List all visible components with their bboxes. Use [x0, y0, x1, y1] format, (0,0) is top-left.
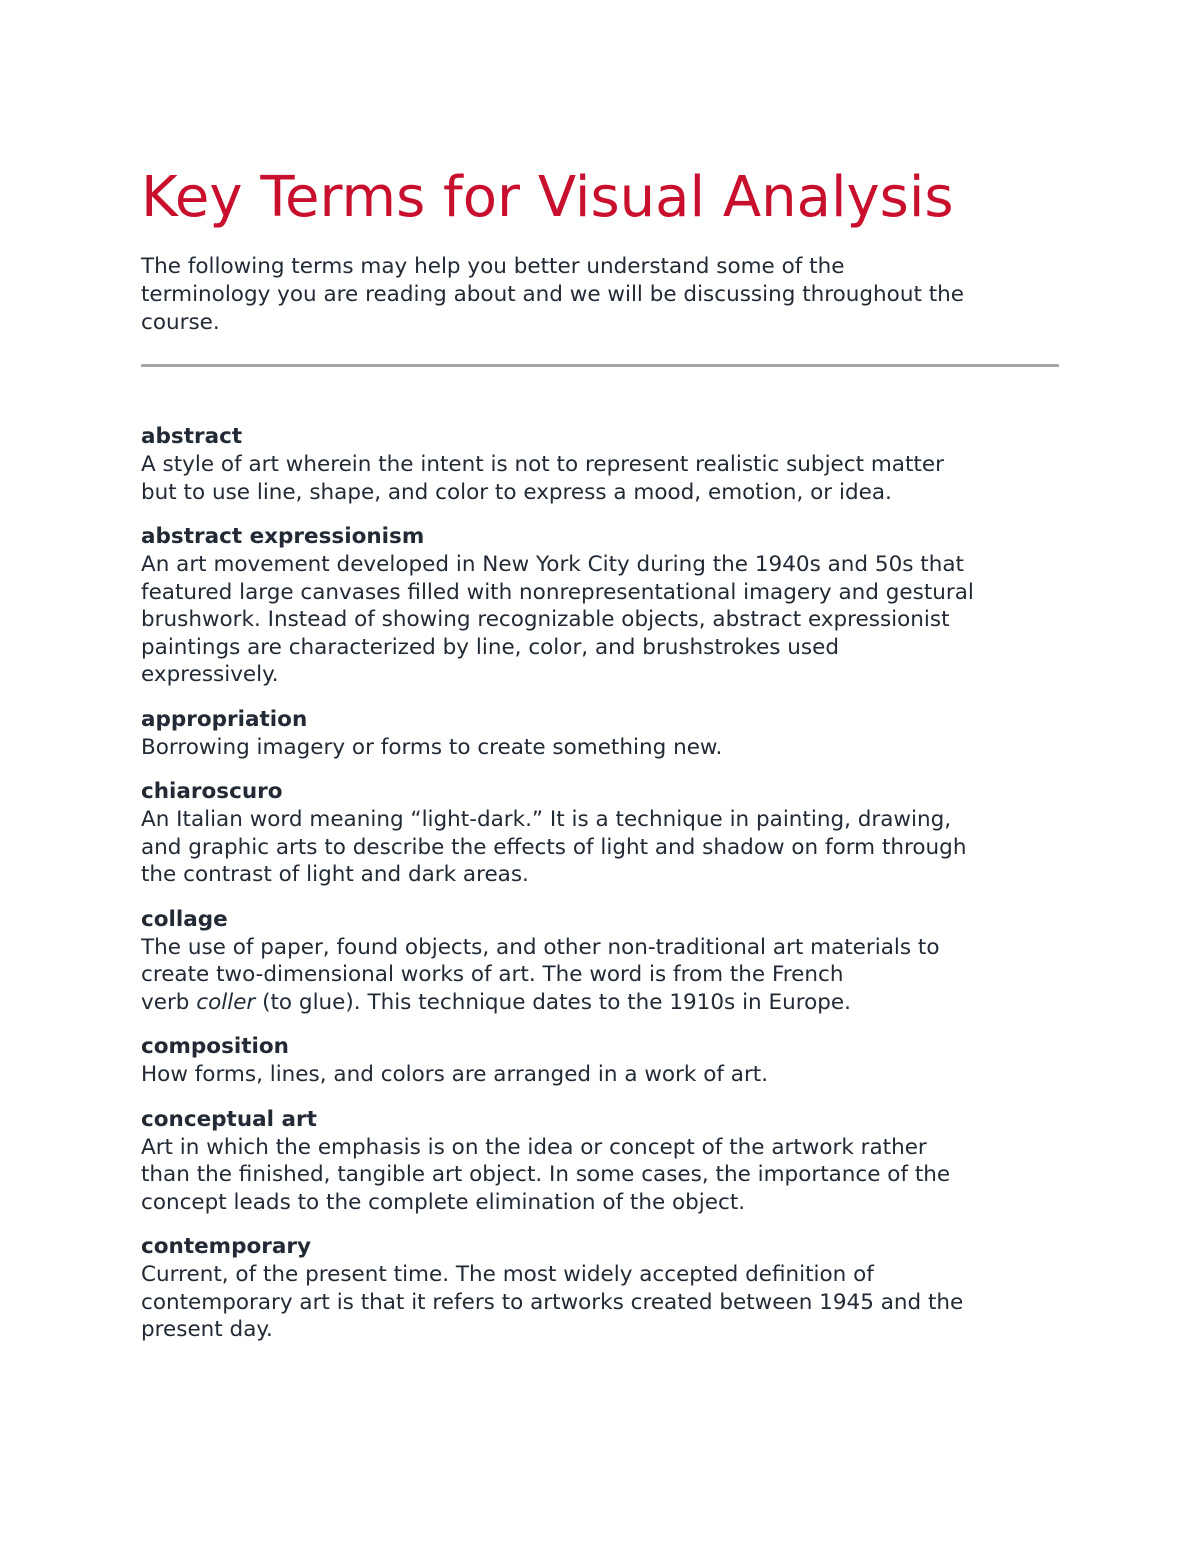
definition-line: than the finished, tangible art object. In some cases, the importance of the [141, 1162, 951, 1187]
definition-line: featured large canvases filled with nonrepresentational imagery and gestural [141, 579, 974, 605]
definition-line: concept leads to the complete elimination of the object. [141, 1189, 746, 1215]
term-definition [141, 1261, 1059, 1344]
term-definition [141, 1134, 1059, 1217]
term-heading: composition [141, 1034, 289, 1059]
intro-line: course. [141, 310, 220, 335]
definition-line: An art movement developed in New York City during the 1940s and 50s that [141, 552, 964, 577]
glossary-entry-contemporary [141, 1233, 1059, 1344]
italic-word: coller [196, 989, 256, 1015]
term-heading: abstract expressionism [141, 524, 425, 549]
term-heading: conceptual art [141, 1106, 317, 1132]
glossary-entry-composition [141, 1033, 1059, 1089]
definition-line: Borrowing imagery or forms to create something new. [141, 734, 723, 760]
definition-line: Art in which the emphasis is on the idea or concept of the artwork rather [141, 1134, 927, 1160]
definition-line: but to use line, shape, and color to express a mood, emotion, or idea. [141, 479, 892, 505]
term-heading: collage [141, 906, 228, 932]
definition-line: brushwork. Instead of showing recognizable objects, abstract expressionist [141, 607, 950, 632]
definition-line: create two-dimensional works of art. The word is from the French [141, 962, 844, 987]
page-title: Key Terms for Visual Analysis [141, 165, 954, 230]
definition-line: contemporary art is that it refers to artworks created between 1945 and the [141, 1289, 964, 1315]
glossary-entry-chiaroscuro [141, 778, 1059, 889]
definition-line: and graphic arts to describe the effects of light and shadow on form through [141, 834, 967, 860]
definition-line: Current, of the present time. The most widely accepted definition of [141, 1262, 874, 1287]
definition-line: A style of art wherein the intent is not to represent realistic subject matter [141, 452, 944, 477]
intro-line: The following terms may help you better understand some of the [141, 254, 845, 279]
glossary-entry-conceptual-art [141, 1106, 1059, 1217]
definition-line: present day. [141, 1317, 273, 1342]
term-definition [141, 551, 1059, 689]
definition-line: expressively. [141, 662, 279, 687]
glossary-entry-collage [141, 906, 1059, 1017]
term-definition [141, 1061, 1059, 1089]
definition-line-suffix: (to glue). This technique dates to the 1910s in Europe. [255, 989, 851, 1015]
definition-line: The use of paper, found objects, and other non-traditional art materials to [141, 934, 940, 960]
intro-line: terminology you are reading about and we will be discussing throughout the [141, 282, 964, 307]
definition-line-prefix: verb [141, 989, 197, 1015]
glossary-entry-abstract [141, 423, 1059, 506]
term-heading: abstract [141, 424, 243, 449]
term-definition [141, 806, 1059, 889]
glossary-entry-abstract-expressionism [141, 523, 1059, 689]
term-heading: appropriation [141, 706, 308, 732]
term-heading: chiaroscuro [141, 779, 283, 804]
term-definition [141, 934, 1059, 1017]
intro-paragraph [141, 253, 1059, 337]
term-definition [141, 451, 1059, 506]
glossary-list [141, 423, 1059, 1361]
definition-line: How forms, lines, and colors are arranged in a work of art. [141, 1062, 769, 1087]
term-heading: contemporary [141, 1234, 311, 1259]
definition-line: An Italian word meaning “light-dark.” It is a technique in painting, drawing, [141, 807, 952, 832]
glossary-entry-appropriation [141, 706, 1059, 762]
definition-line: the contrast of light and dark areas. [141, 862, 529, 887]
term-definition [141, 734, 1059, 762]
definition-line: paintings are characterized by line, color, and brushstrokes used [141, 634, 839, 660]
horizontal-divider [141, 364, 1059, 367]
